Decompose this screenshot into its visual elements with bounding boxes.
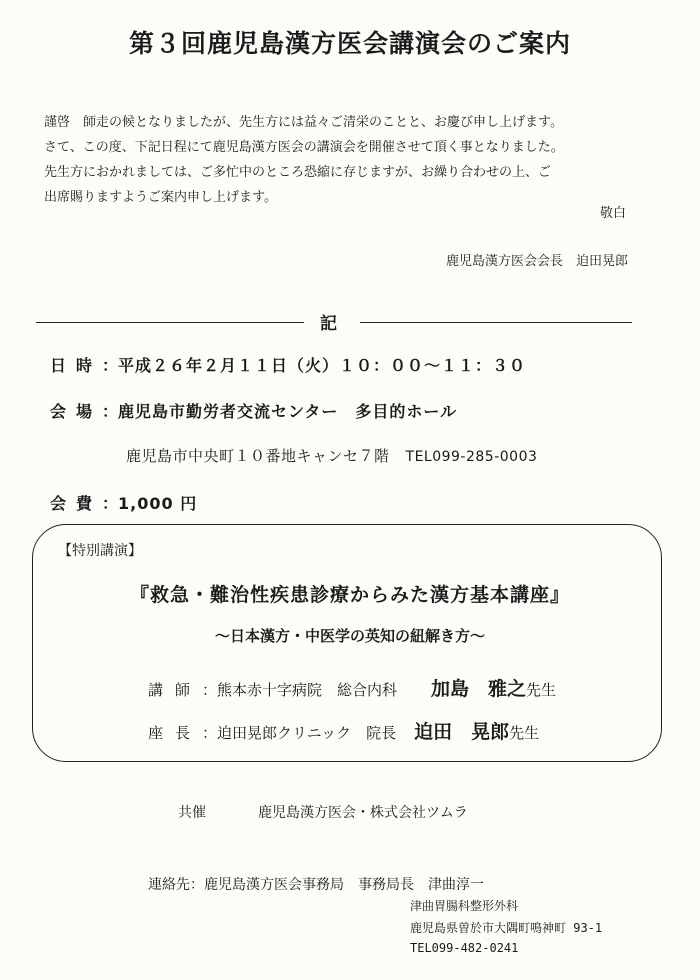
venue-address: 鹿児島市中央町１０番地キャンセ７階 [126,447,390,465]
contact-office: 鹿児島漢方医会事務局 事務局長 津曲淳一 [204,877,484,893]
venue-colon: ： [102,402,119,421]
venue-row [50,399,457,422]
contact-tel: TEL099-482-0241 [410,941,519,955]
contact-clinic: 津曲胃腸科整形外科 [410,899,519,913]
ki-heading: 記 [320,314,337,334]
fee-row [50,491,197,514]
divider-right [360,322,632,323]
chair-label: 座長 [148,724,203,742]
contact-address: 鹿児島県曽於市大隅町鳴神町 93-1 [410,921,603,935]
fee-value: 1,000 円 [118,494,198,513]
lecturer-honorific: 先生 [526,681,557,699]
greeting-line: 謹啓 師走の候となりましたが、先生方には益々ご清栄のことと、お慶び申し上げます。 [44,115,563,130]
lecturer-name: 加島 雅之 [431,678,527,700]
lecturer-row [148,674,556,701]
lecture-title: 『救急・難治性疾患診療からみた漢方基本講座』 [129,584,570,606]
datetime-colon: ： [102,356,119,375]
chair-affiliation: ：迫田晃郎クリニック 院長 [202,724,397,742]
chair-row [148,717,539,744]
greeting-paragraph [44,110,564,210]
venue-address-row [126,445,537,466]
sender-name: 鹿児島漢方医会会長 迫田晃郎 [445,254,628,269]
datetime-label: 日時 [50,356,103,375]
sponsor-value: 鹿児島漢方医会・株式会社ツムラ [258,805,468,821]
venue-label: 会場 [50,402,103,421]
datetime-value: 平成２６年２月１１日（火）１０：００～１１：３０ [118,356,527,375]
chair-name: 迫田 晃郎 [414,721,510,743]
page-title: 第３回鹿児島漢方医会講演会のご案内 [128,29,571,58]
fee-colon: ： [102,494,119,513]
fee-label: 会費 [50,494,103,513]
special-lecture-heading: 【特別講演】 [58,543,142,559]
lecturer-label: 講師 [148,681,203,699]
divider-left [36,322,304,323]
contact-label: 連絡先： [148,877,204,893]
greeting-line: 先生方におかれましては、ご多忙中のところ恐縮に存じますが、お繰り合わせの上、ご [44,165,552,180]
venue-value: 鹿児島市勤労者交流センター 多目的ホール [118,402,458,421]
datetime-row [50,353,526,376]
venue-tel: TEL099-285-0003 [405,449,538,465]
greeting-line: さて、この度、下記日程にて鹿児島漢方医会の講演会を開催させて頂く事となりました。 [44,140,564,155]
chair-honorific: 先生 [509,724,540,742]
lecture-subtitle: ～日本漢方・中医学の英知の紐解き方～ [214,627,485,645]
sponsor-label: 共催 [178,805,206,821]
lecturer-affiliation: ：熊本赤十字病院 総合内科 [202,681,398,699]
contact-row [148,874,484,894]
greeting-line: 出席賜りますようご案内申し上げます。 [44,190,277,205]
closing-word: 敬白 [599,206,626,221]
